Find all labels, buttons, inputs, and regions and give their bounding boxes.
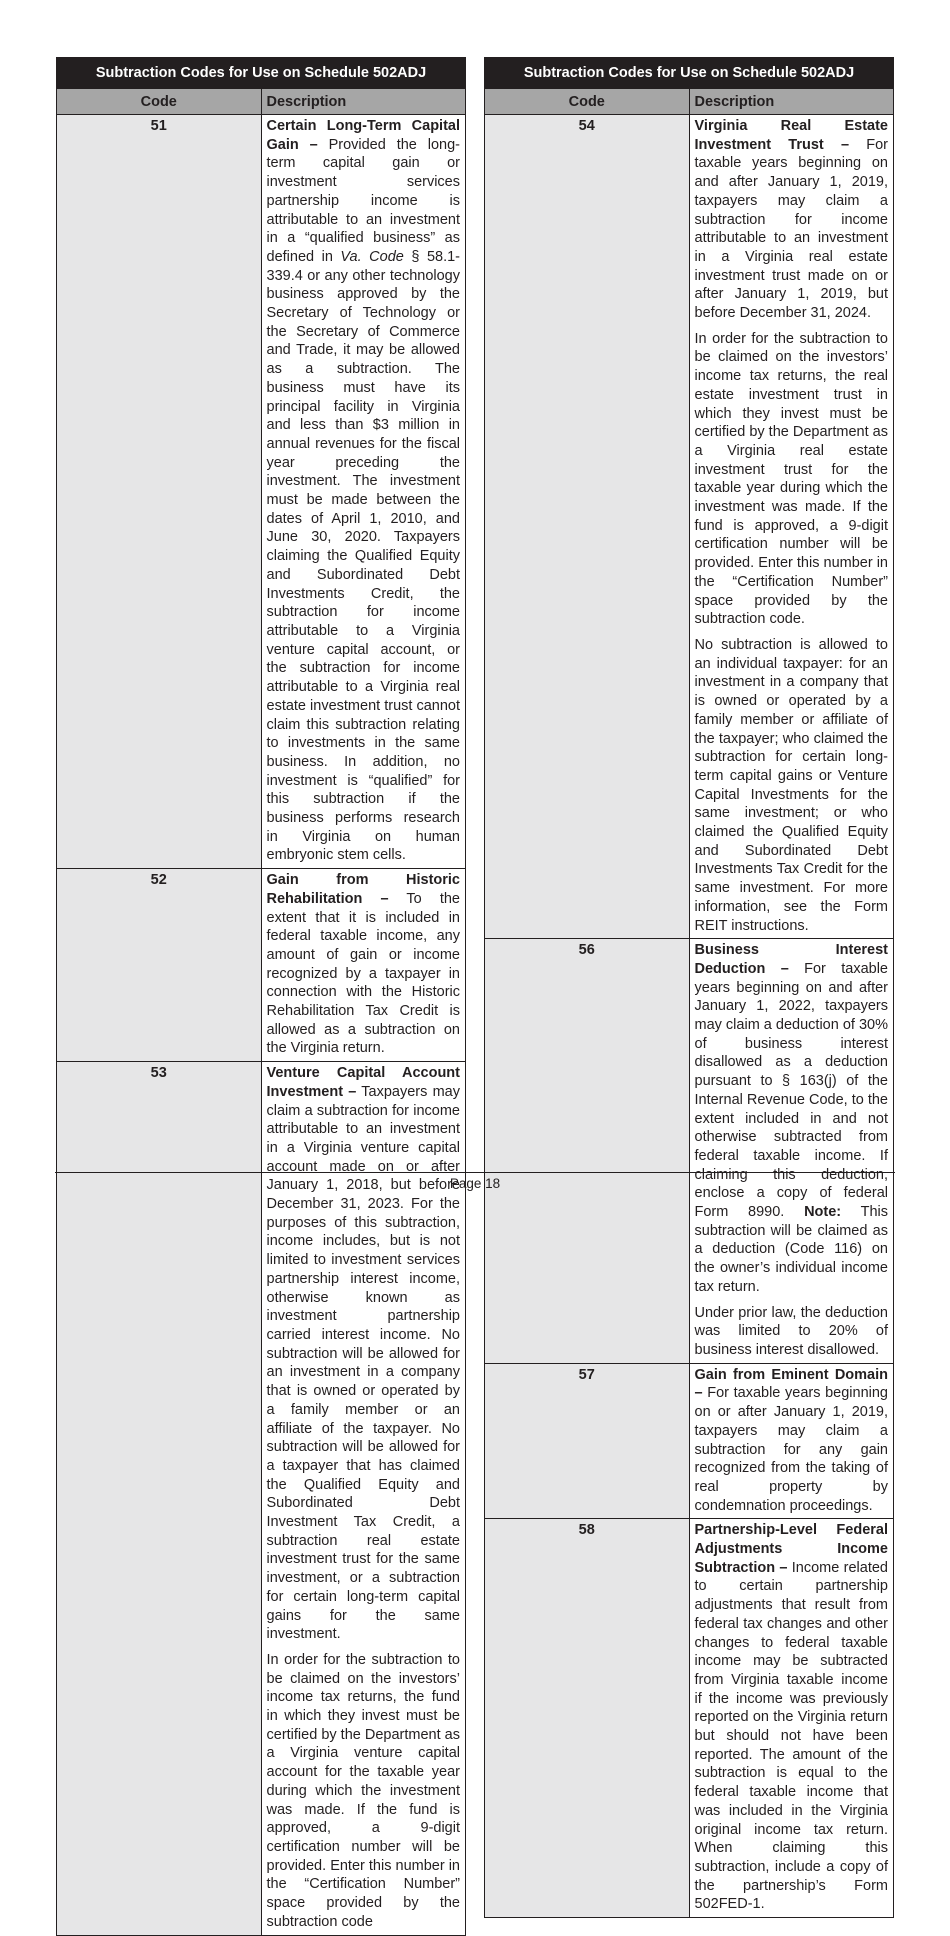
row-heading: Partnership-Level Federal Adjustments Income Subtraction – [694, 1522, 888, 1576]
table-title: Subtraction Codes for Use on Schedule 502ADJ [485, 58, 894, 89]
row-heading: Business Interest Deduction – [694, 942, 888, 977]
table-row [485, 939, 894, 1363]
row-code: 53 [57, 1062, 262, 1935]
row-paragraph: No subtraction is allowed to an individual taxpayer: for an investment in a company that is owned or operated by a family member or affiliate of the taxpayer; who claimed the subtraction for certain long-term capital gains or Venture Capital Investments for the same investment; or who claimed the Qualified Equity and Subordinated Debt Investments Tax Credit for the same investment. For more information, see the Form REIT instructions. [694, 636, 888, 934]
row-description: Gain from Historic Rehabilitation – To the extent that it is included in federal taxable income, any amount of gain or income recognized by a taxpayer in connection with the Historic Rehabilitation Tax Credit is allowed as a subtraction on the Virginia return. [261, 869, 466, 1062]
row-heading: Venture Capital Account Investment – [266, 1065, 460, 1100]
table-row [57, 115, 466, 869]
table-row [485, 1519, 894, 1918]
row-heading: Certain Long-Term Capital Gain – [266, 118, 460, 153]
row-code: 57 [485, 1363, 690, 1519]
row-description: Business Interest Deduction – For taxable years beginning on and after January 1, 2022, taxpayers may claim a deduction of 30% of business interest disallowed as a deduction pursuant to § 163(j) of the Internal Revenue Code, to the extent included in and not otherwise subtracted from federal taxable income. If claiming this deduction, enclose a copy of federal Form 8990. Note: This subtraction will be claimed as a deduction (Code 116) on the owner’s individual income tax return. Under prior law, the deduction was limited to 20% of business interest disallowed. [689, 939, 894, 1363]
table-row [57, 1062, 466, 1935]
page-number: Page 18 [449, 1176, 501, 1191]
row-paragraph: In order for the subtraction to be claimed on the investors’ income tax returns, the real estate investment trust in which they invest must be certified by the Department as a Virginia real estate investment trust for the taxable year during which the investment was made. If the fund is approved, a 9-digit certification number will be provided. Enter this number in the “Certification Number” space provided by the subtraction code. [694, 330, 888, 628]
row-heading: Virginia Real Estate Investment Trust – [694, 118, 888, 153]
code-column-header: Code [57, 89, 262, 115]
table-row [57, 869, 466, 1062]
row-paragraph: Under prior law, the deduction was limited to 20% of business interest disallowed. [694, 1304, 888, 1358]
row-description: Venture Capital Account Investment – Taxpayers may claim a subtraction for income attributable to an investment in a Virginia venture capital account made on or after January 1, 2018, but before December 31, 2023. For the purposes of this subtraction, income includes, but is not limited to investment services partnership interest income, otherwise known as investment partnership carried interest income. No subtraction will be allowed for an investment in a company that is owned or operated by a family member or an affiliate of the taxpayer. No subtraction will be allowed for a taxpayer that has claimed the Qualified Equity and Subordinated Debt Investment Tax Credit, a subtraction real estate investment trust for the same investment, or a subtraction for certain long-term capital gains for the same investment. In order for the subtraction to be claimed on the investors’ income tax returns, the fund in which they invest must be certified by the Department as a Virginia venture capital account for the taxable year during which the investment was made. If the fund is approved, a 9-digit certification number will be provided. Enter this number in the “Certification Number” space provided by the subtraction code [261, 1062, 466, 1935]
description-column-header: Description [261, 89, 466, 115]
table-row [485, 1363, 894, 1519]
row-code: 51 [57, 115, 262, 869]
row-code: 54 [485, 115, 690, 939]
row-heading: Gain from Eminent Domain – [694, 1366, 888, 1402]
row-description: Gain from Eminent Domain – For taxable years beginning on or after January 1, 2019, taxpayers may claim a subtraction for any gain recognized from the taking of real property by condemnation proceedings. [689, 1363, 894, 1519]
code-column-header: Code [485, 89, 690, 115]
note-label: Note: [804, 1204, 842, 1221]
table-row [485, 115, 894, 939]
row-code: 58 [485, 1519, 690, 1918]
row-description: Partnership-Level Federal Adjustments Income Subtraction – Income related to certain partnership adjustments that result from federal tax changes and other changes to federal taxable income may be subtracted from Virginia taxable income if the income was previously reported on the Virginia return but should not have been reported. The amount of the subtraction is equal to the federal taxable income that was included in the Virginia original income tax return. When claiming this subtraction, include a copy of the partnership’s Form 502FED-1. [689, 1519, 894, 1918]
row-description: Virginia Real Estate Investment Trust – For taxable years beginning on and after January 1, 2019, taxpayers may claim a subtraction for income attributable to an investment in a Virginia real estate investment trust made on or after January 1, 2019, but before December 31, 2024. In order for the subtraction to be claimed on the investors’ income tax returns, the real estate investment trust in which they invest must be certified by the Department as a Virginia real estate investment trust for the taxable year during which the investment was made. If the fund is approved, a 9-digit certification number will be provided. Enter this number in the “Certification Number” space provided by the subtraction code. No subtraction is allowed to an individual taxpayer: for an investment in a company that is owned or operated by a family member or affiliate of the taxpayer; who claimed the subtraction for certain long-term capital gains or Venture Capital Investments for the same investment; or who claimed the Qualified Equity and Subordinated Debt Investments Tax Credit for the same investment. For more information, see the Form REIT instructions. [689, 115, 894, 939]
row-code: 56 [485, 939, 690, 1363]
right-subtraction-table [484, 57, 894, 1918]
row-description: Certain Long-Term Capital Gain – Provided the long-term capital gain or investment services partnership income is attributable to an investment in a “qualified business” as defined in Va. Code § 58.1-339.4 or any other technology business approved by the Secretary of Technology or the Secretary of Commerce and Trade, it may be allowed as a subtraction. The business must have its principal facility in Virginia and less than $3 million in annual revenues for the fiscal year preceding the investment. The investment must be made between the dates of April 1, 2010, and June 30, 2020. Taxpayers claiming the Qualified Equity and Subordinated Debt Investments Credit, the subtraction for income attributable to a Virginia venture capital account, or the subtraction for income attributable to a Virginia real estate investment trust cannot claim this subtraction relating to investments in the same business. In addition, no investment is “qualified” for this subtraction if the business performs research in Virginia on human embryonic stem cells. [261, 115, 466, 869]
row-paragraph: In order for the subtraction to be claimed on the investors’ income tax returns, the fund in which they invest must be certified by the Department as a Virginia venture capital account for the taxable year during which the investment was made. If the fund is approved, a 9-digit certification number will be provided. Enter this number in the “Certification Number” space provided by the subtraction code [266, 1651, 460, 1930]
left-subtraction-table [56, 57, 466, 1936]
row-heading: Gain from Historic Rehabilitation – [266, 872, 460, 907]
footer-divider [55, 1172, 895, 1173]
table-title: Subtraction Codes for Use on Schedule 502ADJ [57, 58, 466, 89]
row-code: 52 [57, 869, 262, 1062]
description-column-header: Description [689, 89, 894, 115]
